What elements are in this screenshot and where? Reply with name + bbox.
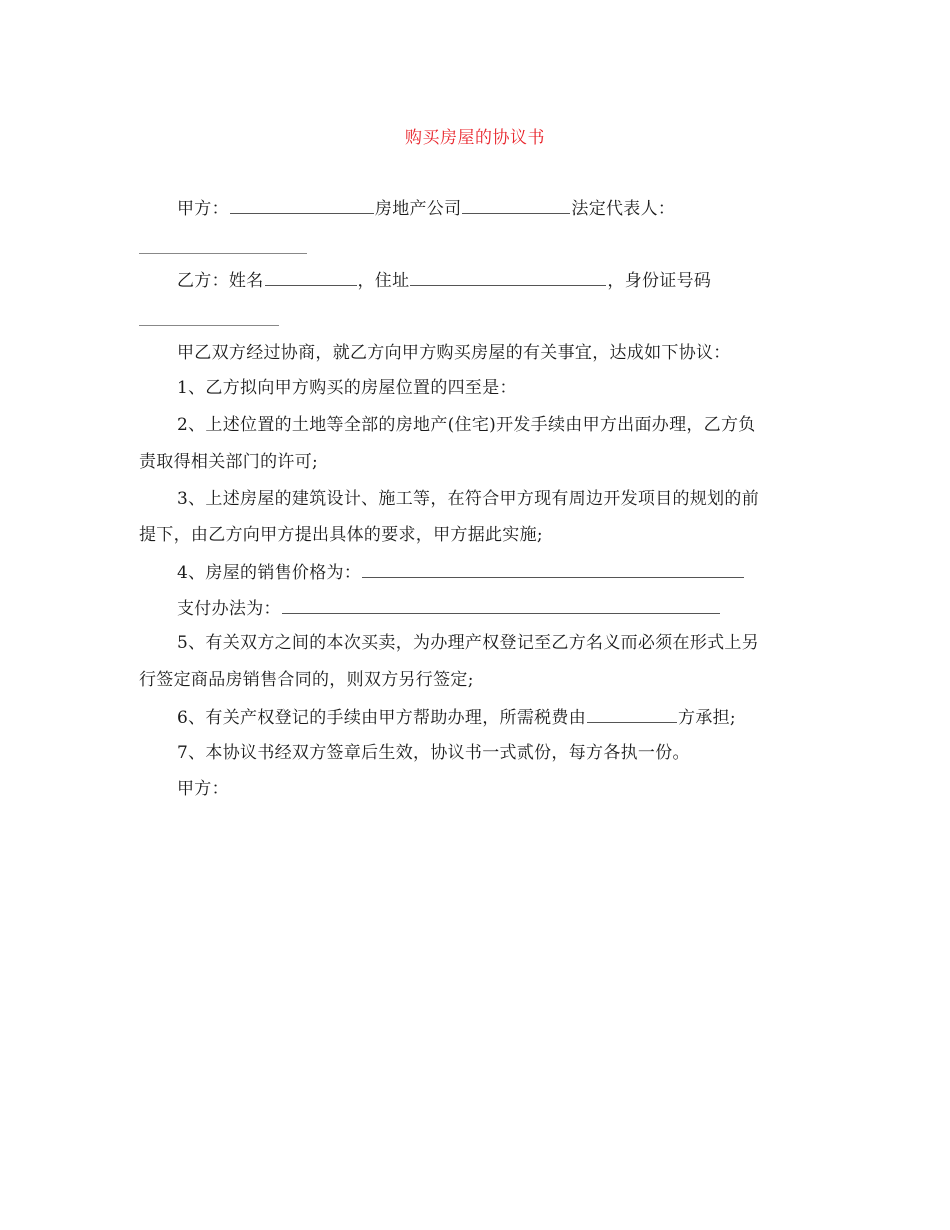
clause-4-price-line [177,561,857,584]
party-a-rep-blank [139,252,307,254]
party-a-company-blank [230,197,374,214]
clause-6-prefix: 6、有关产权登记的手续由甲方帮助办理，所需税费由 [177,708,587,728]
party-b-address-blank [410,269,606,286]
clause-2-line-1: 2、上述位置的土地等全部的房地产(住宅)开发手续由甲方出面办理，乙方负 [177,415,756,435]
clause-5-line-2: 行签定商品房销售合同的，则双方另行签定; [139,670,474,690]
party-a-company-suffix: 房地产公司 [374,199,462,219]
party-b-id-blank [139,324,279,326]
party-b-line [177,269,857,292]
party-b-id-label: ，身份证号码 [607,271,712,291]
party-a-blank-2 [462,197,570,214]
clause-3-line-1: 3、上述房屋的建筑设计、施工等，在符合甲方现有周边开发项目的规划的前 [177,489,760,509]
party-b-address-label: ，住址 [357,271,410,291]
clause-2-line-2: 责取得相关部门的许可; [139,452,319,472]
signature-party-a: 甲方： [177,779,229,799]
clause-5-line-1: 5、有关双方之间的本次买卖，为办理产权登记至乙方名义而必须在形式上另 [177,633,760,653]
party-b-name-label: 乙方：姓名 [177,271,264,291]
clause-4-price-label: 4、房屋的销售价格为： [177,563,362,583]
party-a-label: 甲方： [177,199,229,219]
party-a-rep-label: 法定代表人： [571,199,676,219]
clause-4-price-blank [362,561,744,578]
clause-6-suffix: 方承担; [678,708,736,728]
clause-1: 1、乙方拟向甲方购买的房屋位置的四至是： [177,378,517,398]
clause-7: 7、本协议书经双方签章后生效，协议书一式贰份，每方各执一份。 [177,743,690,763]
clause-4-payment-blank [282,597,720,614]
document-title: 购买房屋的协议书 [405,128,545,148]
party-a-line [177,197,857,220]
clause-3-line-2: 提下，由乙方向甲方提出具体的要求，甲方据此实施; [139,525,543,545]
clause-6-line [177,706,857,729]
preamble: 甲乙双方经过协商，就乙方向甲方购买房屋的有关事宜，达成如下协议： [177,343,731,363]
clause-4-payment-label: 支付办法为： [177,599,281,619]
clause-4-payment-line [177,597,857,620]
party-b-name-blank [265,269,357,286]
clause-6-blank [587,706,677,723]
